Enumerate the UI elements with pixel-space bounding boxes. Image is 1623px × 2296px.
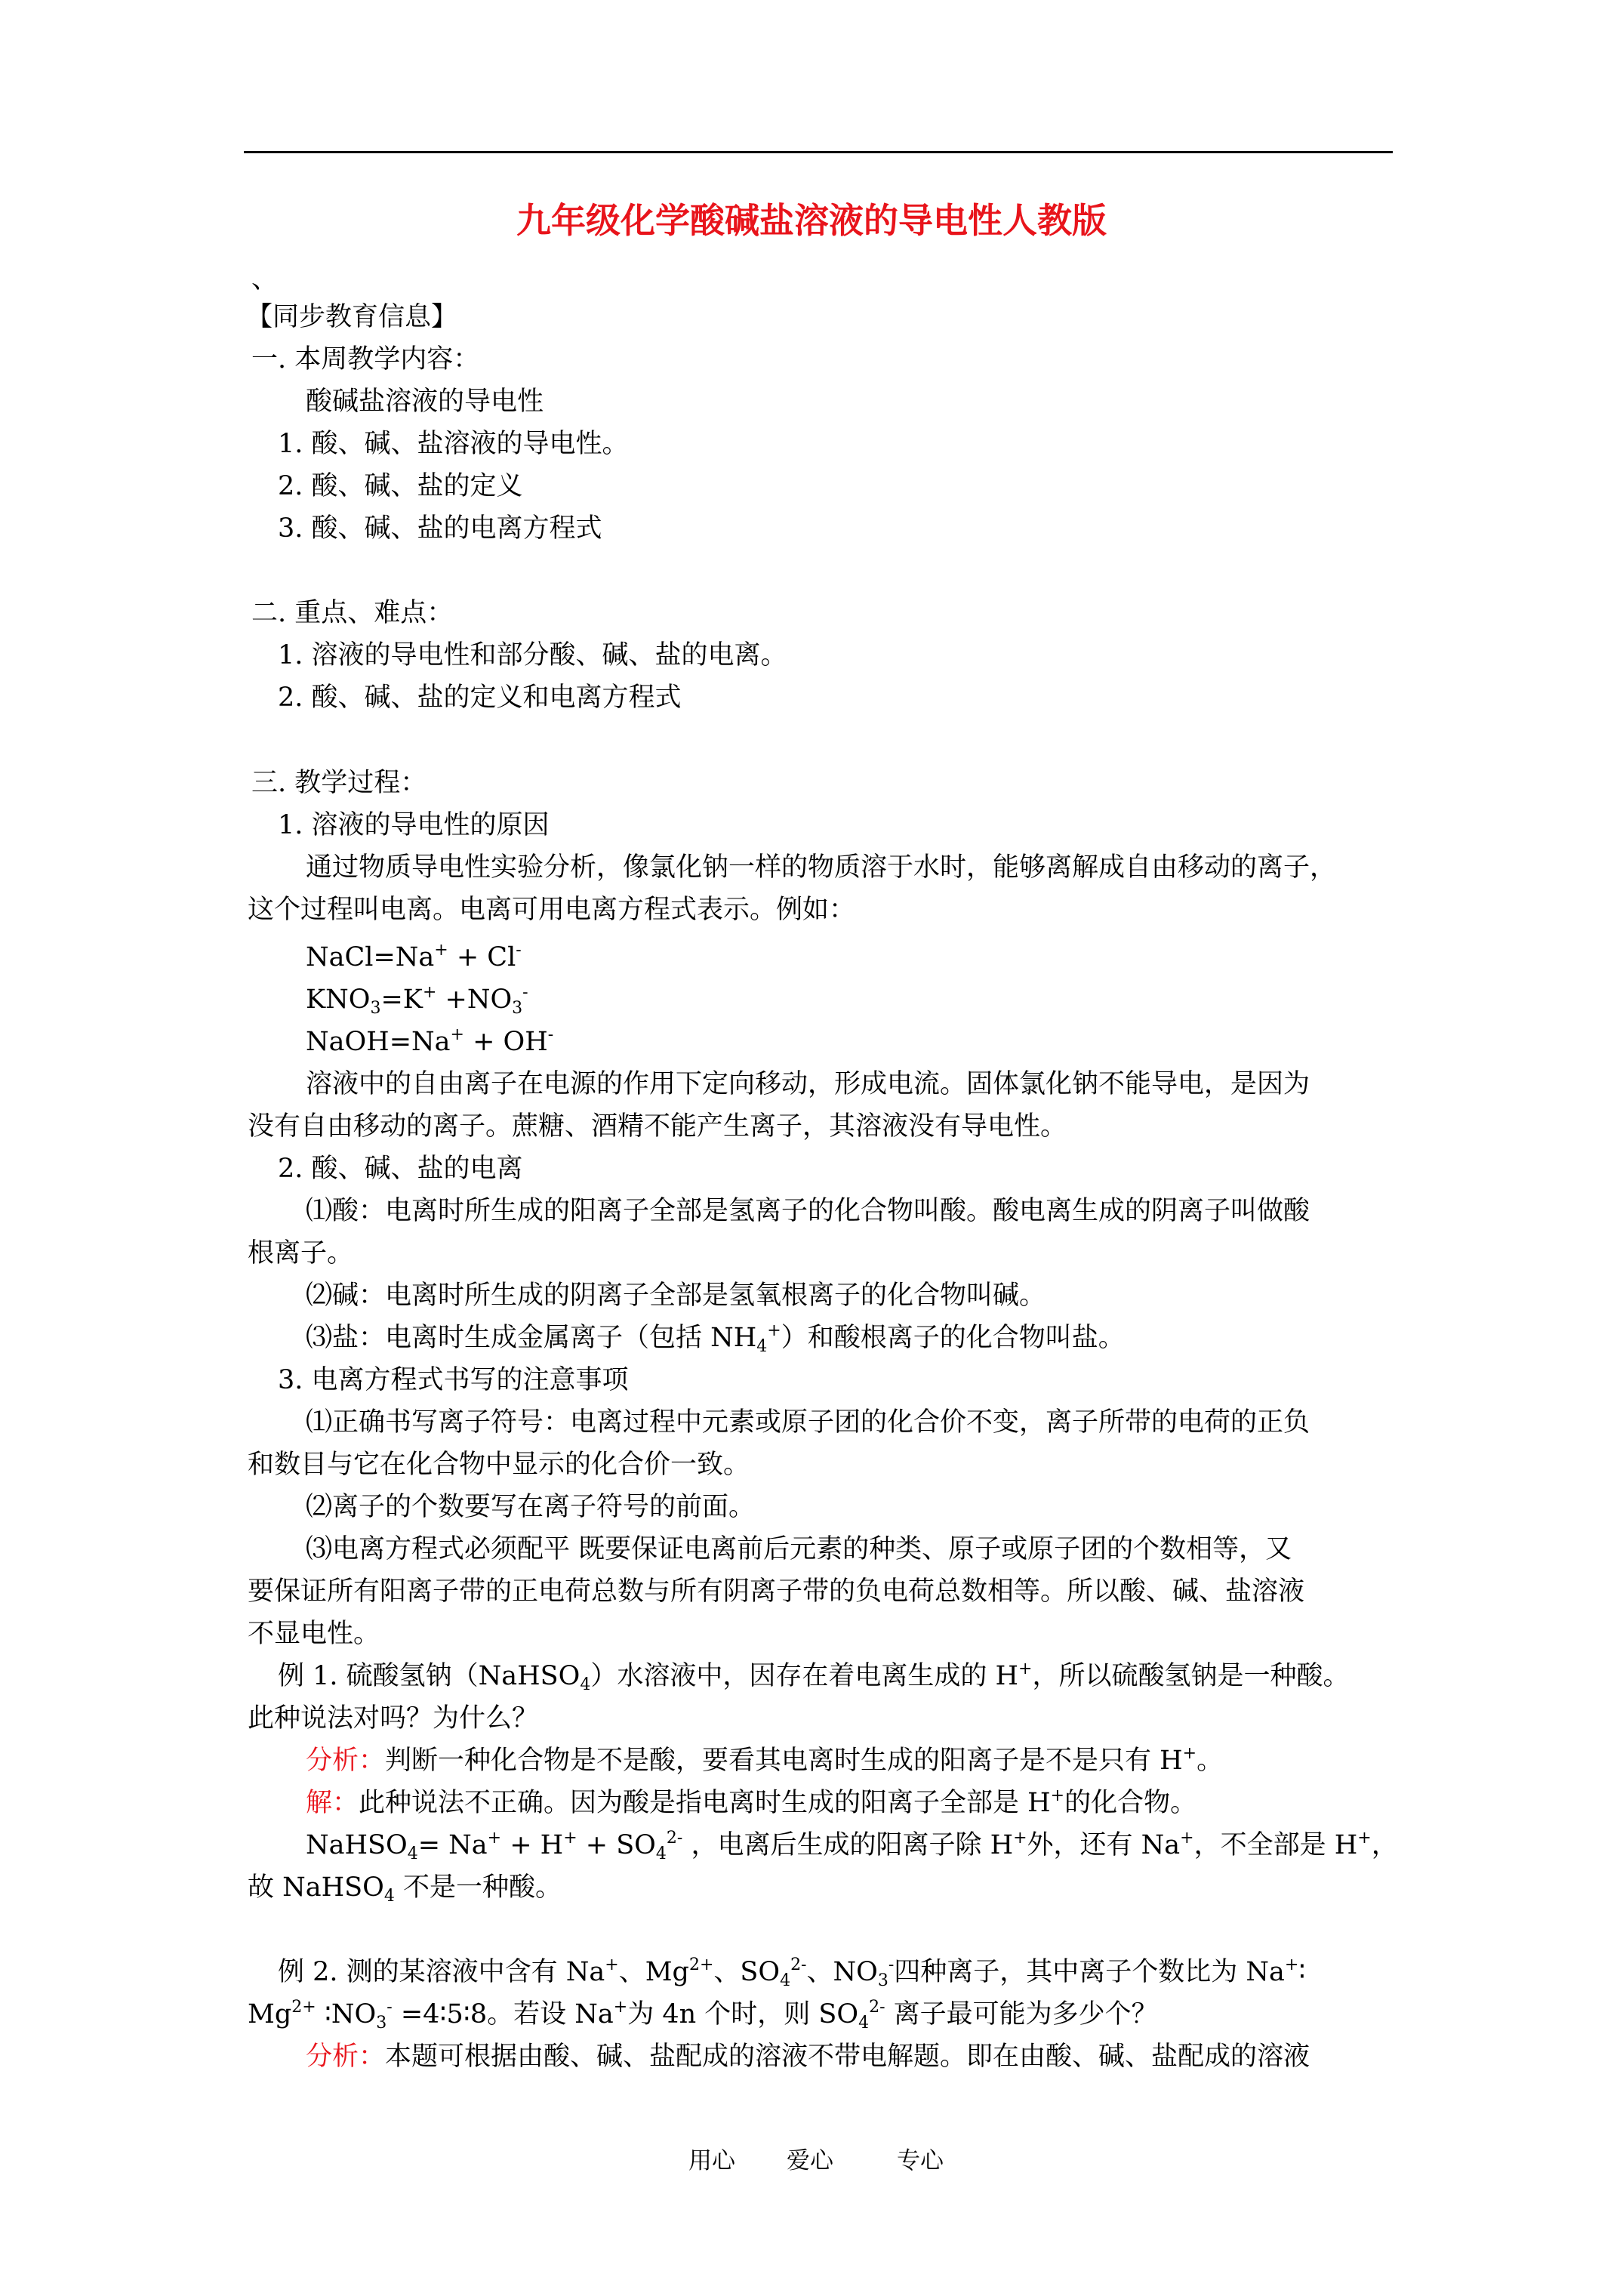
salt-definition: ⑶盐：电离时生成金属离子（包括 $NH_4^+$）和酸根离子的化合物叫盐。 [306,1321,1125,1356]
example2-question: 例 2. 测的某溶液中含有 Na+、$Mg^{2+}$、$SO_4^{2-}$、$NO_3^-$四种离子，其中离子个数比为 Na+∶ [278,1955,1306,1990]
note-line: 和数目与它在化合物中显示的化合价一致。 [248,1450,750,1480]
example1-question: 例 1. 硫酸氢钠（NaHSO$_4$）水溶液中，因存在着电离生成的 H+，所以硫酸氢钠是一种酸。 [278,1660,1350,1694]
example2-analysis: 分析：本题可根据由酸、碱、盐配成的溶液不带电解题。即在由酸、碱、盐配成的溶液 [306,2042,1310,2072]
analysis-label: 分析： [306,1746,386,1776]
part1-heading: 一. 本周教学内容： [251,344,480,374]
footer-text: 爱心 [787,2147,833,2174]
section-heading: 【同步教育信息】 [246,302,458,332]
s2-title: 2. 酸、碱、盐的电离 [278,1154,523,1184]
note-line: 不显电性。 [248,1619,380,1649]
equation-kno3: $KNO_3=K^+ +NO_3^-$ [306,983,528,1018]
footer-text: 专心 [897,2147,944,2174]
example2-question-line2: $Mg^{2+}$ $∶NO_3^-$ =4∶5∶8。若设 Na+为 4n 个时，则 $SO_4^{2-}$ 离子最可能为多少个？ [248,1998,1158,2032]
equation-nacl: NaCl=Na+ + Cl- [306,941,522,972]
s1-paragraph-line: 没有自由移动的离子。蔗糖、酒精不能产生离子，其溶液没有导电性。 [248,1111,1067,1142]
example1-equation: NaHSO$_4$= $Na^+ + H^+ + SO_4^{2-}$ ，电离后生成的阳离子除 H+外，还有 Na+，不全部是 H+， [306,1829,1398,1863]
example1-analysis: 分析：判断一种化合物是不是酸，要看其电离时生成的阳离子是不是只有 H+。 [306,1744,1224,1776]
part2-item: 1. 溶液的导电性和部分酸、碱、盐的电离。 [278,640,787,670]
equation-naoh: NaOH=Na+ + OH- [306,1025,554,1057]
part1-item: 2. 酸、碱、盐的定义 [278,471,523,501]
s1-paragraph-line: 溶液中的自由离子在电源的作用下定向移动，形成电流。固体氯化钠不能导电，是因为 [306,1069,1310,1099]
note-line: ⑶电离方程式必须配平 既要保证电离前后元素的种类、原子或原子团的个数相等，又 [306,1534,1292,1564]
note-line: ⑴正确书写离子符号：电离过程中元素或原子团的化合价不变，离子所带的电荷的正负 [306,1407,1310,1438]
example1-answer: 解：此种说法不正确。因为酸是指电离时生成的阳离子全部是 H+的化合物。 [306,1786,1197,1818]
stray-mark: 、 [251,264,279,294]
acid-definition-line: ⑴酸：电离时所生成的阳离子全部是氢离子的化合物叫酸。酸电离生成的阴离子叫做酸 [306,1196,1310,1226]
header-rule [244,151,1393,153]
part3-heading: 三. 教学过程： [251,768,427,798]
note-line: 要保证所有阳离子带的正电荷总数与所有阴离子带的负电荷总数相等。所以酸、碱、盐溶液 [248,1576,1305,1607]
part1-item: 3. 酸、碱、盐的电离方程式 [278,513,602,544]
analysis-label: 分析： [306,2042,386,2072]
s1-paragraph-line: 这个过程叫电离。电离可用电离方程式表示。例如： [248,895,856,925]
part2-heading: 二. 重点、难点： [251,598,454,628]
part1-item: 1. 酸、碱、盐溶液的导电性。 [278,429,629,459]
answer-label: 解： [306,1788,359,1818]
s1-paragraph-line: 通过物质导电性实验分析，像氯化钠一样的物质溶于水时，能够离解成自由移动的离子， [306,852,1337,883]
acid-definition-line: 根离子。 [248,1238,354,1268]
base-definition: ⑵碱：电离时所生成的阴离子全部是氢氧根离子的化合物叫碱。 [306,1281,1046,1311]
example1-question-line2: 此种说法对吗？为什么？ [248,1703,539,1734]
note-line: ⑵离子的个数要写在离子符号的前面。 [306,1492,756,1522]
footer-text: 用心 [688,2147,735,2174]
example1-conclusion: 故 NaHSO$_4$ 不是一种酸。 [248,1872,562,1906]
s1-title: 1. 溶液的导电性的原因 [278,810,550,840]
document-title: 九年级化学酸碱盐溶液的导电性人教版 [516,200,1107,241]
s3-title: 3. 电离方程式书写的注意事项 [278,1365,629,1395]
part1-topic: 酸碱盐溶液的导电性 [306,387,544,417]
part2-item: 2. 酸、碱、盐的定义和电离方程式 [278,683,682,713]
